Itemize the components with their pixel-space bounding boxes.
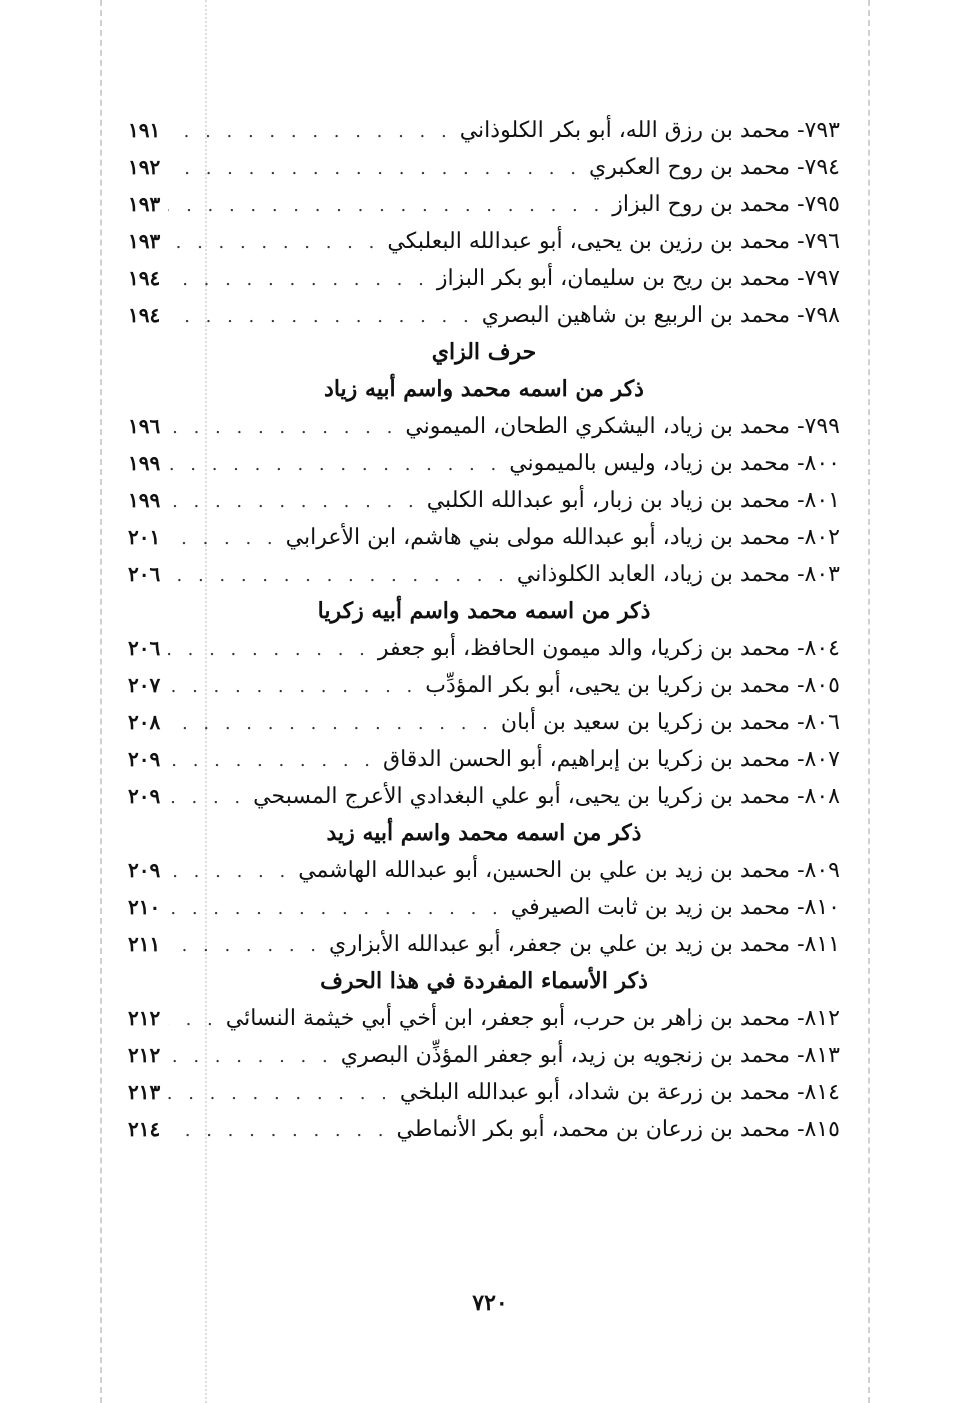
entry-title: ٨١٥- محمد بن زرعان بن محمد، أبو بكر الأنماطي — [396, 1117, 840, 1142]
dot-leader — [168, 298, 473, 335]
dot-leader — [168, 705, 493, 742]
toc-entry[interactable] — [128, 260, 840, 297]
section-heading: ذكر الأسماء المفردة في هذا الحرف — [320, 968, 648, 994]
toc-entry[interactable] — [128, 852, 840, 889]
entry-page: ٢٠٩ — [128, 747, 161, 771]
entry-page: ١٩٤ — [128, 303, 161, 327]
dot-leader — [168, 927, 321, 964]
section-heading: ذكر من اسمه محمد واسم أبيه زياد — [324, 376, 644, 402]
page-guide-line — [100, 0, 102, 1403]
section-heading: ذكر من اسمه محمد واسم أبيه زيد — [326, 820, 642, 846]
toc-entry[interactable] — [128, 741, 840, 778]
entry-page: ٢٠٩ — [128, 784, 161, 808]
entry-title: ٧٩٦- محمد بن رزين بن يحيى، أبو عبدالله البعلبكي — [387, 229, 840, 254]
toc-entry[interactable] — [128, 149, 840, 186]
section-heading: ذكر من اسمه محمد واسم أبيه زكريا — [317, 598, 651, 624]
entry-page: ٢١٠ — [128, 895, 161, 919]
entry-page: ١٩٢ — [128, 155, 161, 179]
toc-entry[interactable] — [128, 778, 840, 815]
entry-page: ٢١٢ — [128, 1006, 161, 1030]
page-number: ٧٢٠ — [472, 1290, 508, 1316]
toc-entry[interactable] — [128, 667, 840, 704]
toc-entry[interactable] — [128, 223, 840, 260]
entry-page: ٢٠٩ — [128, 858, 161, 882]
entry-page: ١٩٩ — [128, 451, 161, 475]
entry-page: ١٩٤ — [128, 266, 161, 290]
dot-leader — [168, 483, 418, 520]
entry-title: ٨٠١- محمد بن زياد بن زبار، أبو عبدالله الكلبي — [426, 488, 840, 513]
dot-leader — [168, 1112, 388, 1149]
entry-page: ٢٠٨ — [128, 710, 161, 734]
dot-leader — [168, 742, 375, 779]
toc-entry[interactable] — [128, 1000, 840, 1037]
dot-leader — [168, 409, 397, 446]
entry-title: ٧٩٣- محمد بن رزق الله، أبو بكر الكلوذاني — [459, 118, 840, 143]
entry-title: ٨٠٦- محمد بن زكريا بن سعيد بن أبان — [500, 710, 840, 735]
toc-entry[interactable] — [128, 1111, 840, 1148]
entry-page: ١٩٦ — [128, 414, 161, 438]
entry-title: ٧٩٩- محمد بن زياد، اليشكري الطحان، الميموني — [405, 414, 840, 439]
entry-title: ٨٠٠- محمد بن زياد، وليس بالميموني — [509, 451, 840, 476]
toc-entry[interactable] — [128, 889, 840, 926]
entry-page: ٢٠١ — [128, 525, 161, 549]
entry-title: ٨٠٢- محمد بن زياد، أبو عبدالله مولى بني هاشم، ابن الأعرابي — [285, 525, 840, 550]
table-of-contents — [128, 112, 840, 1148]
dot-leader — [168, 187, 604, 224]
toc-entry[interactable] — [128, 556, 840, 593]
dot-leader — [168, 446, 501, 483]
entry-title: ٧٩٥- محمد بن روح البزاز — [612, 192, 840, 217]
entry-page: ٢١٤ — [128, 1117, 161, 1141]
entry-title: ٨٠٨- محمد بن زكريا بن يحيى، أبو علي البغدادي الأعرج المسبحي — [253, 784, 840, 809]
page-guide-line — [868, 0, 870, 1403]
toc-entry[interactable] — [128, 186, 840, 223]
dot-leader — [168, 1075, 392, 1112]
toc-entry[interactable] — [128, 297, 840, 334]
entry-page: ١٩٩ — [128, 488, 161, 512]
entry-title: ٨٠٥- محمد بن زكريا بن يحيى، أبو بكر المؤدِّب — [425, 673, 840, 698]
toc-entry[interactable] — [128, 519, 840, 556]
toc-entry[interactable] — [128, 445, 840, 482]
entry-title: ٧٩٨- محمد بن الربيع بن شاهين البصري — [481, 303, 840, 328]
entry-page: ٢٠٦ — [128, 636, 161, 660]
entry-title: ٨١٤- محمد بن زرعة بن شداد، أبو عبدالله البلخي — [399, 1080, 840, 1105]
dot-leader — [168, 224, 379, 261]
entry-title: ٧٩٧- محمد بن ريح بن سليمان، أبو بكر البزاز — [436, 266, 840, 291]
toc-entry[interactable] — [128, 704, 840, 741]
dot-leader — [168, 890, 503, 927]
toc-entry[interactable] — [128, 1037, 840, 1074]
entry-page: ١٩٣ — [128, 192, 161, 216]
entry-title: ٨١٠- محمد بن زيد بن ثابت الصيرفي — [510, 895, 840, 920]
dot-leader — [168, 557, 509, 594]
dot-leader — [168, 631, 370, 668]
dot-leader — [168, 520, 277, 557]
entry-page: ٢١٢ — [128, 1043, 161, 1067]
entry-title: ٨٠٤- محمد بن زكريا، والد ميمون الحافظ، أبو جعفر — [377, 636, 840, 661]
section-heading-letter: حرف الزاي — [431, 339, 537, 365]
entry-page: ٢١٣ — [128, 1080, 161, 1104]
dot-leader — [168, 1001, 218, 1038]
entry-title: ٨٠٣- محمد بن زياد، العابد الكلوذاني — [516, 562, 840, 587]
toc-entry[interactable] — [128, 1074, 840, 1111]
dot-leader — [168, 113, 451, 150]
dot-leader — [168, 853, 290, 890]
entry-title: ٨١٢- محمد بن زاهر بن حرب، أبو جعفر، ابن أخي أبي خيثمة النسائي — [225, 1006, 840, 1031]
entry-page: ١٩٣ — [128, 229, 161, 253]
dot-leader — [168, 668, 417, 705]
entry-title: ٨٠٧- محمد بن زكريا بن إبراهيم، أبو الحسن الدقاق — [383, 747, 840, 772]
entry-page: ٢١١ — [128, 932, 161, 956]
toc-entry[interactable] — [128, 926, 840, 963]
dot-leader — [168, 261, 429, 298]
entry-title: ٨٠٩- محمد بن زيد بن علي بن الحسين، أبو عبدالله الهاشمي — [298, 858, 840, 883]
dot-leader — [168, 150, 581, 187]
entry-page: ١٩١ — [128, 118, 161, 142]
toc-entry[interactable] — [128, 408, 840, 445]
dot-leader — [168, 1038, 332, 1075]
dot-leader — [168, 779, 245, 816]
entry-title: ٨١٣- محمد بن زنجويه بن زيد، أبو جعفر المؤذِّن البصري — [340, 1043, 840, 1068]
toc-entry[interactable] — [128, 112, 840, 149]
toc-entry[interactable] — [128, 482, 840, 519]
entry-page: ٢٠٦ — [128, 562, 161, 586]
toc-entry[interactable] — [128, 630, 840, 667]
entry-page: ٢٠٧ — [128, 673, 161, 697]
entry-title: ٨١١- محمد بن زيد بن علي بن جعفر، أبو عبدالله الأبزاري — [329, 932, 840, 957]
entry-title: ٧٩٤- محمد بن روح العكبري — [588, 155, 840, 180]
